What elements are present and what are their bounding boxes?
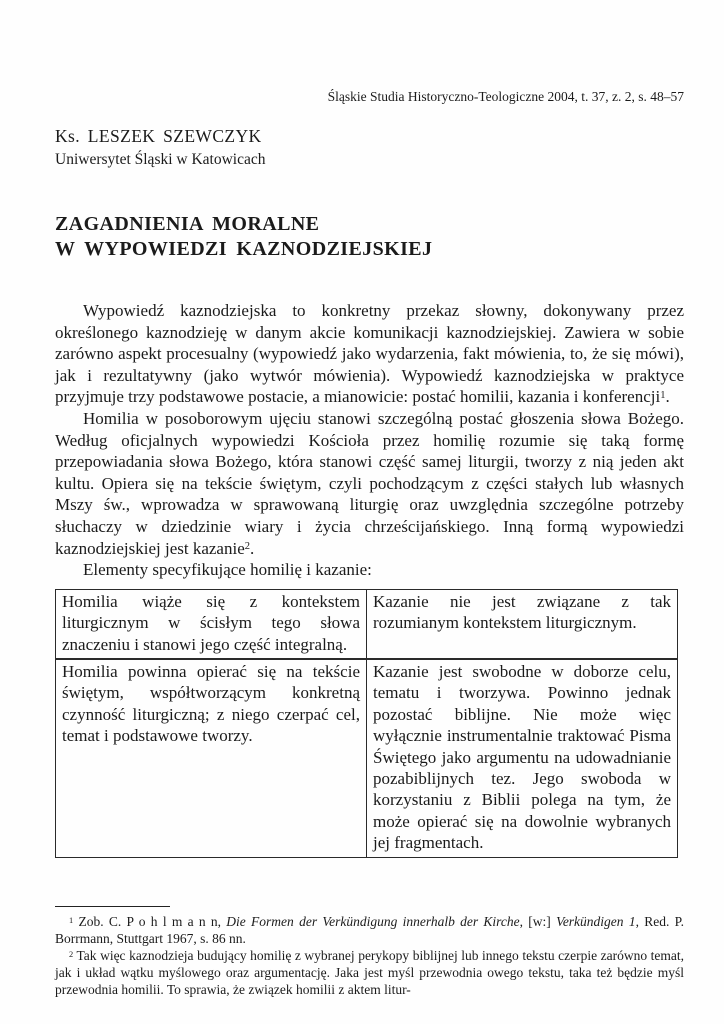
footnotes-section [55, 913, 684, 998]
table-cell-kazanie-1: Kazanie nie jest związane z tak rozumianym kontekstem liturgicznym. [367, 589, 678, 659]
page-content-column [55, 0, 684, 858]
journal-citation-line: Śląskie Studia Historyczno-Teologiczne 2004, t. 37, z. 2, s. 48–57 [327, 89, 684, 104]
table-row [56, 589, 678, 659]
article-title-line2: W WYPOWIEDZI KAZNODZIEJSKIEJ [55, 238, 433, 260]
table-row [56, 659, 678, 857]
paragraph-intro: Wypowiedź kaznodziejska to konkretny przekaz słowny, dokonywany przez określonego kaznodzieję w danym akcie komunikacji kaznodziejskiej. Zawiera w sobie zarówno aspekt procesualny (wypowiedź jako wydarzenia, fakt mówienia, to, że się mówi), jak i rezultatywny (jako wytwór mówienia). Wypowiedź kaznodziejska w praktyce przyjmuje trzy podstawowe postacie, a mianowicie: postać homilii, kazania i konferencji$^1$. [55, 301, 684, 407]
footnote-1: $^1$ Zob. C. P o h l m a n n, Die Formen der Verkündigung innerhalb der Kirche, [w:] Verkündigen 1, Red. P. Borrmann, Stuttgart 1967, s. 86 nn. [55, 914, 685, 946]
table-cell-homilia-2: Homilia powinna opierać się na tekście świętym, współtworzącym konkretną czynność liturgiczną; z niego czerpać cel, temat i podstawowe tworzy. [56, 659, 367, 857]
article-title [55, 212, 684, 262]
paragraph-homilia: Homilia w posoborowym ujęciu stanowi szczególną postać głoszenia słowa Bożego. Według oficjalnych wypowiedzi Kościoła przez homilię rozumie się taką formę przepowiadania słowa Bożego, która stanowi część samej liturgii, tworzy z nią jeden akt kultu. Opiera się na tekście świętym, czyli pochodzącym z części stałych lub własnych Mszy św., wprowadza w sprawowaną liturgię oraz uwzględnia szczególne potrzeby słuchaczy w dziedzinie wiary i życia chrześcijańskiego. Inną formą wypowiedzi kaznodziejskiej jest kazanie$^2$. [55, 408, 684, 558]
article-body [55, 300, 684, 581]
author-affiliation: Uniwersytet Śląski w Katowicach [55, 151, 266, 168]
article-title-line1: ZAGADNIENIA MORALNE [55, 213, 320, 235]
table-cell-kazanie-2: Kazanie jest swobodne w doborze celu, tematu i tworzywa. Powinno jednak pozostać biblijne. Nie może więc wyłącznie instrumentalnie traktować Pisma Świętego jako argumentu na udowadnianie pozabiblijnych tez. Jego swoboda w korzystaniu z Biblii polega na tym, że może opierać się na dowolnie wybranych jej fragmentach. [367, 659, 678, 857]
table-cell-homilia-1: Homilia wiąże się z kontekstem liturgicznym w ścisłym tego słowa znaczeniu i stanowi jego część integralną. [56, 589, 367, 659]
author-name: Ks. LESZEK SZEWCZYK [55, 126, 262, 146]
footnote-separator-rule [55, 906, 170, 907]
paragraph-table-lead-in: Elementy specyfikujące homilię i kazanie: [83, 560, 372, 580]
homilia-kazanie-comparison-table [55, 589, 678, 858]
footnote-2: $^2$ Tak więc kaznodzieja budujący homilię z wybranej perykopy biblijnej lub innego tekstu czerpie zarówno temat, jak i układ wątku myślowego oraz argumentację. Jaka jest myśl przewodnia owego tekstu, taka też będzie myśl przewodnia homilii. To sprawia, że związek homilii z aktem litur- [55, 948, 684, 997]
